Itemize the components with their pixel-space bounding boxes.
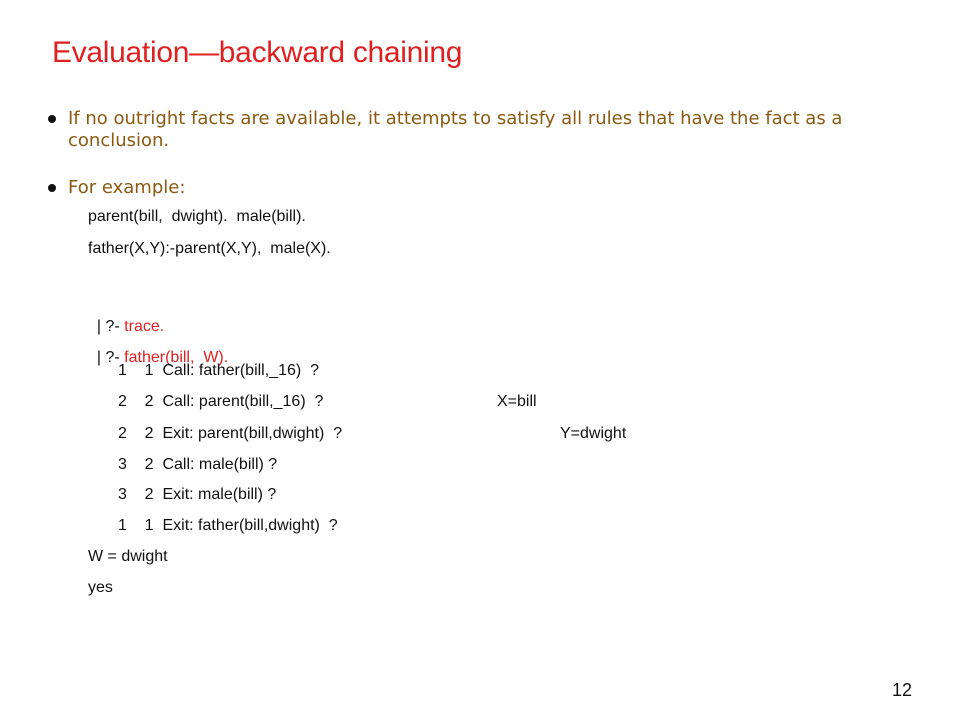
result-binding: W = dwight [88,548,168,565]
bullet-dot-icon [48,115,56,123]
trace-line: 1 1 Call: father(bill,_16) ? [118,362,319,379]
trace-line: 2 2 Call: parent(bill,_16) ? [118,393,324,410]
slide-title: Evaluation—backward chaining [52,36,463,69]
query-command: father(bill, W). [124,349,229,366]
prompt: | ?- [96,349,125,366]
code-facts: parent(bill, dwight). male(bill). [88,208,306,225]
trace-line: 1 1 Exit: father(bill,dwight) ? [118,517,338,534]
bullet-text: For example: [68,177,186,198]
page-number: 12 [891,680,912,700]
bullet-text: If no outright facts are available, it attempts to satisfy all rules that have the fact as a conclusion. [68,108,843,151]
query-command: trace. [124,318,165,335]
trace-line: 2 2 Exit: parent(bill,dwight) ? [118,425,343,442]
result-answer: yes [88,579,113,596]
prompt: | ?- [96,318,125,335]
trace-line: 3 2 Exit: male(bill) ? [118,486,277,503]
binding-y: Y=dwight [560,425,627,442]
code-rule: father(X,Y):-parent(X,Y), male(X). [88,240,331,257]
bullet-dot-icon [48,184,56,192]
trace-line: 3 2 Call: male(bill) ? [118,456,278,473]
binding-x: X=bill [497,393,537,410]
